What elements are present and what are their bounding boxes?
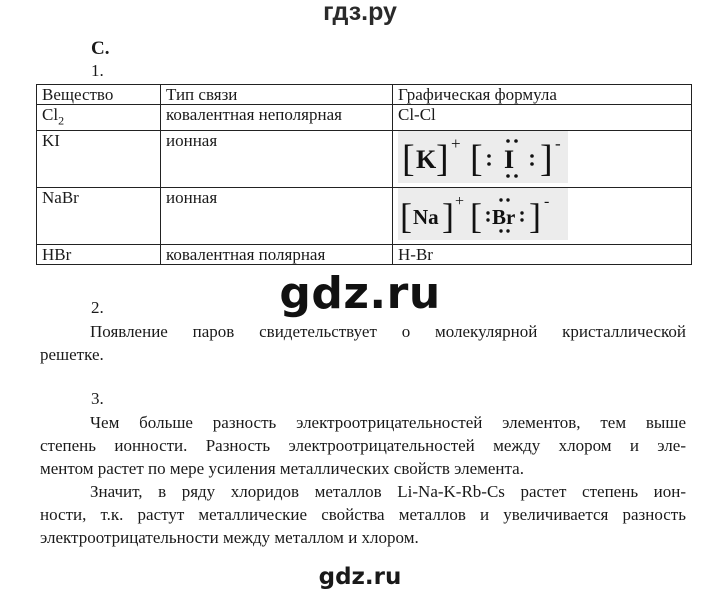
anion-symbol: Br: [492, 205, 516, 230]
header-substance: Вещество: [37, 85, 161, 105]
table-row: [37, 105, 692, 131]
electron-dot: [486, 212, 489, 215]
table-header-row: [37, 85, 692, 105]
substance-text: Cl: [42, 105, 59, 124]
table-row: [37, 131, 692, 188]
cation-charge: +: [455, 193, 465, 211]
cation-symbol: Na: [413, 205, 439, 230]
cell-substance: KI: [37, 131, 161, 188]
cell-formula: Cl-Cl: [393, 105, 692, 131]
task2-line: решетке.: [40, 345, 104, 364]
task3-line: Чем больше разность электроотрицательностей элементов, тем выше: [90, 413, 686, 432]
task3-line: степень ионности. Разность электроотрицательностей между хлором и эле-: [40, 436, 686, 455]
electron-dot: [514, 175, 518, 179]
bracket-right: ]: [540, 138, 553, 181]
anion-symbol: I: [504, 145, 515, 175]
bracket-left: [: [470, 196, 482, 237]
cell-bond: ковалентная полярная: [161, 245, 393, 265]
electron-dot: [514, 140, 518, 144]
watermark-top: гдз.ру: [323, 0, 397, 26]
cell-formula: [393, 188, 692, 245]
watermark-middle: gdz.ru: [279, 268, 441, 319]
electron-dot: [506, 199, 509, 202]
header-formula: Графическая формула: [393, 85, 692, 105]
cell-substance: NaBr: [37, 188, 161, 245]
cation-charge: +: [451, 134, 461, 154]
electron-dot: [506, 175, 510, 179]
electron-dot: [506, 230, 509, 233]
nabr-lewis-formula: [398, 188, 568, 240]
electron-dot: [530, 155, 534, 159]
task2-number: 2.: [91, 298, 104, 317]
task3-line: Значит, в ряду хлоридов металлов Li-Na-K-Rb-Cs растет степень ион-: [90, 482, 686, 501]
section-label: C.: [91, 38, 110, 59]
anion-charge: -: [555, 134, 561, 154]
cell-formula: [393, 131, 692, 188]
bracket-right: ]: [442, 196, 454, 237]
electron-dot: [530, 163, 534, 167]
bracket-left: [: [402, 138, 415, 181]
bracket-left: [: [400, 196, 412, 237]
electron-dot: [487, 155, 491, 159]
electron-dot: [499, 230, 502, 233]
watermark-bottom: gdz.ru: [318, 564, 402, 590]
cell-substance: [37, 105, 161, 131]
cell-substance: HBr: [37, 245, 161, 265]
task3-number: 3.: [91, 389, 104, 408]
electron-dot: [506, 140, 510, 144]
cell-bond: ионная: [161, 131, 393, 188]
bond-table: [36, 84, 692, 265]
electron-dot: [486, 219, 489, 222]
electron-dot: [499, 199, 502, 202]
ki-lewis-formula: [398, 131, 568, 183]
cell-formula: H-Br: [393, 245, 692, 265]
bracket-right: ]: [529, 196, 541, 237]
table-row: [37, 245, 692, 265]
header-bond-type: Тип связи: [161, 85, 393, 105]
task3-line: электроотрицательности между металлом и хлором.: [40, 528, 419, 547]
cell-bond: ковалентная неполярная: [161, 105, 393, 131]
electron-dot: [487, 163, 491, 167]
bracket-right: ]: [436, 138, 449, 181]
task3-line: ментом растет по мере усиления металлических свойств элемента.: [40, 459, 524, 478]
electron-dot: [520, 212, 523, 215]
anion-charge: -: [544, 193, 550, 211]
task1-number: 1.: [91, 61, 104, 80]
cell-bond: ионная: [161, 188, 393, 245]
table-row: [37, 188, 692, 245]
cation-symbol: K: [416, 145, 437, 175]
task2-line: Появление паров свидетельствует о молекулярной кристаллической: [90, 322, 686, 341]
electron-dot: [520, 219, 523, 222]
task3-line: ности, т.к. растут металлические свойства металлов и увеличивается разность: [40, 505, 686, 524]
substance-subscript: 2: [58, 113, 65, 128]
bracket-left: [: [470, 138, 483, 181]
